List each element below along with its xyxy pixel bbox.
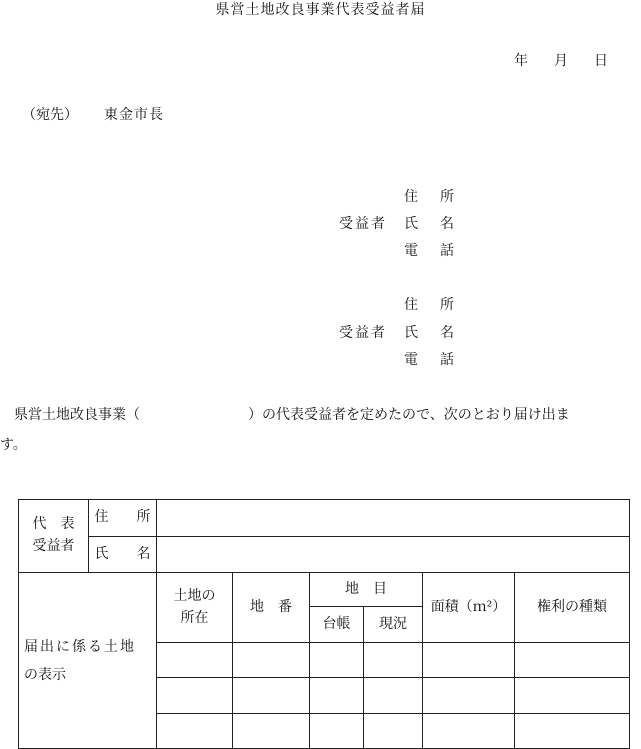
table-row[interactable] — [157, 678, 629, 713]
addressee-prefix: （宛先） — [22, 107, 78, 123]
applicant-2-phone-label: 電 話 — [404, 352, 454, 368]
rep-name-label: 氏 名 — [94, 545, 151, 562]
table-row[interactable] — [157, 714, 629, 748]
col-rights-header: 権利の種類 — [537, 598, 607, 615]
body-text-line-1: 県営土地改良事業（ ）の代表受益者を定めたので、次のとおり届け出ま — [14, 407, 570, 423]
col-lot-header: 地 番 — [250, 598, 292, 615]
date-year-label: 年 — [514, 53, 528, 69]
applicant-1-label: 受益者 — [339, 216, 387, 232]
applicant-1-phone-label: 電 話 — [404, 243, 454, 259]
col-ledger-header: 台帳 — [322, 615, 351, 632]
body-text-line-2: す。 — [0, 437, 27, 453]
applicant-2-name-label: 氏 名 — [404, 325, 454, 341]
applicant-1-address-label: 住 所 — [404, 189, 454, 205]
addressee — [22, 108, 164, 122]
date-line — [514, 54, 608, 68]
addressee-name: 東金市長 — [104, 107, 164, 123]
applicant-2-address-label: 住 所 — [404, 297, 454, 313]
rep-address-label: 住 所 — [94, 509, 151, 526]
col-location-header: 土地の 所在 — [173, 587, 216, 626]
land-label-cell: 届出に係る土地 の表示 — [24, 638, 136, 683]
col-actual-header: 現況 — [379, 615, 407, 632]
col-category-header: 地 目 — [345, 580, 387, 597]
rep-address-field[interactable] — [157, 500, 629, 536]
applicant-1-name-label: 氏 名 — [404, 216, 454, 232]
rep-name-field[interactable] — [157, 537, 629, 572]
col-area-header: 面積（ｍ²） — [430, 598, 507, 615]
table-row[interactable] — [157, 643, 629, 677]
document-title: 県営土地改良事業代表受益者届 — [215, 2, 426, 18]
applicant-2-label: 受益者 — [339, 325, 387, 341]
date-day-label: 日 — [594, 53, 608, 69]
rep-label-cell: 代 表 受益者 — [32, 516, 75, 554]
date-month-label: 月 — [554, 53, 568, 69]
